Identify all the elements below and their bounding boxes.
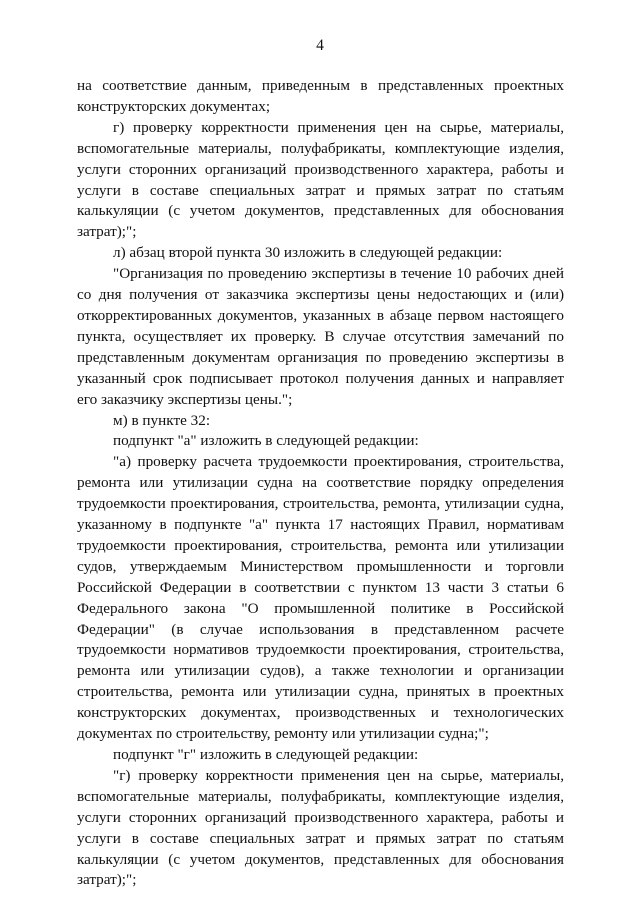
paragraph: "а) проверку расчета трудоемкости проектирования, строительства, ремонта или утилизации судна на соответствие порядку определения трудоемкости проектирования, строительства, ремонта, утилизации судна, указанному в подпункте "а" пункта 17 настоящих Правил, нормативам трудоемкости проектирования, строительства, ремонта или утилизации судов, утверждаемым Министерством промышленности и торговли Российской Федерации в соответствии с пунктом 13 части 3 статьи 6 Федерального закона "О промышленной политике в Российской Федерации" (в случае использования в представленном расчете трудоемкости нормативов трудоемкости проектирования, строительства, ремонта или утилизации судов), а также технологии и организации строительства, ремонта или утилизации судна, принятых в проектных конструкторских документах, производственных и технологических документах по строительству, ремонту или утилизации судна;"; (77, 453, 564, 743)
paragraph: подпункт "а" изложить в следующей редакции: (113, 432, 419, 450)
paragraph: м) в пункте 32: (113, 411, 211, 429)
paragraph: л) абзац второй пункта 30 изложить в следующей редакции: (113, 244, 503, 262)
paragraph: на соответствие данным, приведенным в представленных проектных конструкторских документах; (77, 77, 564, 115)
paragraph: "г) проверку корректности применения цен на сырье, материалы, вспомогательные материалы, полуфабрикаты, комплектующие изделия, услуги сторонних организаций производственного характера, работы и услуги в составе специальных затрат и прямых затрат по статьям калькуляции (с учетом документов, представленных для обоснования затрат);"; (77, 766, 564, 889)
document-body (77, 76, 564, 891)
paragraph: г) проверку корректности применения цен на сырье, материалы, вспомогательные материалы, полуфабрикаты, комплектующие изделия, услуги сторонних организаций производственного характера, работы и услуги в составе специальных затрат и прямых затрат по статьям калькуляции (с учетом документов, представленных для обоснования затрат);"; (77, 118, 564, 241)
page-number: 4 (316, 37, 324, 54)
paragraph: "Организация по проведению экспертизы в течение 10 рабочих дней со дня получения от заказчика экспертизы цены недостающих и (или) откорректированных документов, указанных в абзаце первом настоящего пункта, осуществляет их проверку. В случае отсутствия замечаний по представленным документам организация по проведению экспертизы в указанный срок подписывает протокол получения данных и направляет его заказчику экспертизы цены."; (77, 265, 564, 408)
paragraph: подпункт "г" изложить в следующей редакции: (113, 746, 419, 763)
